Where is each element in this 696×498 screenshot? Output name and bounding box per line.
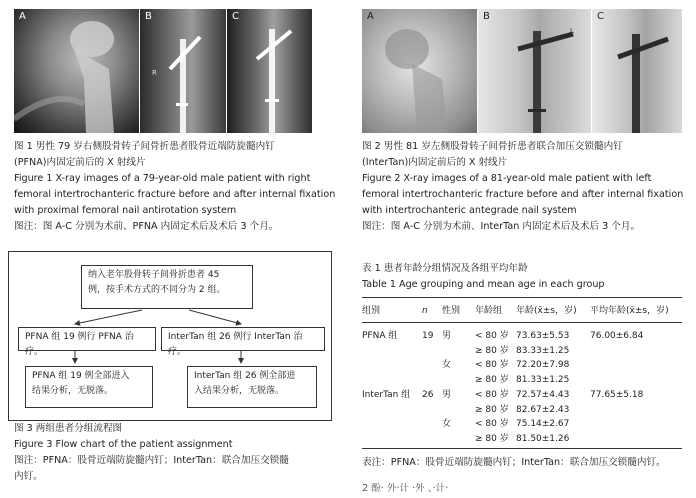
flow-intertan-result-line1: InterTan 组 26 例全部进 [194,371,296,381]
flow-box-pfna [18,327,156,357]
th-mean-age: 平均年龄(x̄±s，岁) [590,306,669,316]
table1-note: 表注：PFNA：股骨近端防旋髓内钉；InterTan：联合加压交锁髓内钉。 [362,457,666,468]
th-age: 年龄(x̄±s，岁) [516,306,577,316]
td-age-group: < 80 岁 [475,360,509,371]
fig2-xray-a [362,9,477,133]
td-age: 75.14±2.67 [516,419,570,430]
table-bottom-rule [362,448,682,449]
flow-pfna-text: PFNA 组 19 例行 PFNA 治疗。 [25,332,134,357]
td-age: 72.20±7.98 [516,360,570,371]
fig2-panel-b-label: B [483,11,490,22]
fig2-caption-cn-2: (InterTan)内固定前后的 X 射线片 [362,157,508,168]
fig2-caption-cn: 图 2 男性 81 岁左侧股骨转子间骨折患者联合加压交锁髓内钉 [362,141,623,152]
td-age-group: < 80 岁 [475,331,509,341]
td-n: 19 [422,331,434,341]
fig1-xray-b [140,9,226,133]
fig2-note: 图注：图 A-C 分别为术前、InterTan 内固定术后及术后 3 个月。 [362,221,641,232]
intertan-implant-followup [592,9,682,133]
td-age-group: < 80 岁 [475,419,509,430]
table-header-rule [362,322,682,323]
fig2-panel-a-label: A [367,11,374,22]
footer-fragment: 2 酚· 外·计 ·外 、·计· [362,483,449,494]
flow-intertan-text: InterTan 组 26 例行 InterTan 治疗。 [168,332,303,357]
fig1-note: 图注：图 A-C 分别为术前、PFNA 内固定术后及术后 3 个月。 [14,221,279,232]
td-age-group: < 80 岁 [475,389,509,400]
table-top-rule [362,297,682,298]
flow-box-enrolled [81,265,253,309]
th-n: n [422,306,428,316]
td-age-group: ≥ 80 岁 [475,433,509,444]
flow-box-intertan-result [187,366,317,408]
fig2-xray-b [478,9,591,133]
intertan-implant [478,9,591,133]
td-age-group: ≥ 80 岁 [475,345,509,356]
td-age: 73.63±5.53 [516,331,570,341]
td-sex: 男 [442,389,452,400]
flow-intertan-result-line2: 入结果分析，无脱落。 [194,386,285,396]
td-age-group: ≥ 80 岁 [475,404,509,415]
fig1-caption-en-2: femoral intertrochanteric fracture before and after internal fixation [14,189,336,200]
flow-enrolled-line2: 例，按手术方式的不同分为 2 组。 [88,285,226,295]
fig2-caption-en-3: with intertrochanteric antegrade nail system [362,205,577,216]
td-group: PFNA 组 [362,331,398,341]
td-sex: 女 [442,419,452,430]
td-age: 82.67±2.43 [516,404,570,415]
fig1-panel-b-label: B [145,11,152,22]
fig1-caption-en-3: with proximal femoral nail antirotation system [14,205,237,216]
td-age: 81.50±1.26 [516,433,570,444]
td-mean-age: 77.65±5.18 [590,389,644,400]
td-age: 83.33±1.25 [516,345,570,356]
fig2-panel-c-label: C [597,11,604,22]
fig3-flowchart-frame [8,251,332,421]
fig2-l-marker: L [570,27,574,35]
th-age-group: 年龄组 [475,306,503,316]
td-age: 72.57±4.43 [516,389,570,400]
fig2-caption-en-2: femoral intertrochanteric fracture before and after internal fixation [362,189,684,200]
fig3-caption-en: Figure 3 Flow chart of the patient assignment [14,439,233,450]
fig1-caption-cn: 图 1 男性 79 岁右侧股骨转子间骨折患者股骨近端防旋髓内钉 [14,141,275,152]
fig1-r-marker: R [152,69,157,77]
flow-enrolled-line1: 纳入老年股骨转子间骨折患者 45 [88,270,220,280]
td-n: 26 [422,389,434,400]
td-group: InterTan 组 [362,389,411,400]
flow-pfna-result-line2: 结果分析，无脱落。 [32,386,114,396]
fig3-note-2: 内钉。 [14,471,43,482]
td-sex: 男 [442,331,452,341]
flow-box-pfna-result [25,366,153,408]
femur-shape-2 [362,9,477,133]
femur-shape [14,9,139,133]
table1-title-cn: 表 1 患者年龄分组情况及各组平均年龄 [362,263,528,274]
flow-box-intertan [161,327,325,357]
fig2-caption-en-1: Figure 2 X-ray images of a 81-year-old male patient with left [362,173,652,184]
td-sex: 女 [442,360,452,371]
flow-pfna-result-line1: PFNA 组 19 例全部进入 [32,371,130,381]
td-mean-age: 76.00±6.84 [590,331,644,341]
fig1-xray-c [227,9,312,133]
nail-implant-followup [227,9,312,133]
fig2-xray-c [592,9,682,133]
fig1-caption-en-1: Figure 1 X-ray images of a 79-year-old male patient with right [14,173,311,184]
table1-title-en: Table 1 Age grouping and mean age in each group [362,279,605,290]
fig3-note-1: 图注：PFNA：股骨近端防旋髓内钉；InterTan：联合加压交锁髓 [14,455,289,466]
th-sex: 性别 [442,306,461,316]
fig1-xray-a [14,9,139,133]
td-age: 81.33±1.25 [516,375,570,386]
fig3-caption-cn: 图 3 两组患者分组流程图 [14,423,123,434]
fig1-caption-cn-2: (PFNA)内固定前后的 X 射线片 [14,157,146,168]
th-group: 组别 [362,306,381,316]
fig1-panel-c-label: C [232,11,239,22]
td-age-group: ≥ 80 岁 [475,375,509,386]
fig1-panel-a-label: A [19,11,26,22]
